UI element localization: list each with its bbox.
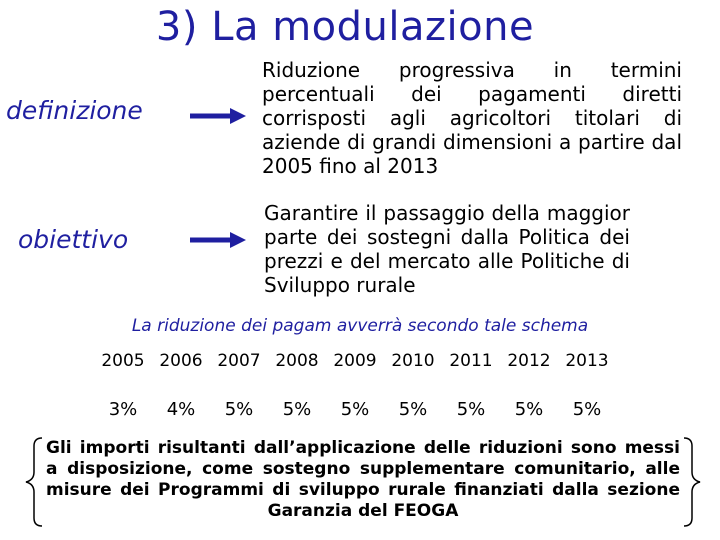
year-cell: 2012 [507, 351, 551, 371]
year-cell: 2006 [159, 351, 203, 371]
percentage-cell: 5% [282, 398, 312, 420]
definition-arrow-icon [190, 108, 246, 124]
objective-arrow-icon [190, 232, 246, 248]
percentage-cell: 4% [166, 398, 196, 420]
percentage-cell: 5% [456, 398, 486, 420]
years-row [94, 343, 616, 391]
page-title: 3) La modulazione [155, 4, 535, 50]
definition-text: Riduzione progressiva in termini percentuali dei pagamenti diretti corrisposti agli agricoltori titolari di aziende di grandi dimensioni a partire dal 2005 fino al 2013 [262, 58, 682, 178]
objective-text: Garantire il passaggio della maggior parte dei sostegni dalla Politica dei prezzi e del mercato alle Politiche di Sviluppo rurale [264, 201, 630, 297]
year-cell: 2013 [565, 351, 609, 371]
schema-intro: La riduzione dei pagam avverrà secondo tale schema [131, 316, 589, 336]
year-cell: 2005 [101, 351, 145, 371]
note-box [24, 434, 702, 530]
percentage-cell: 5% [224, 398, 254, 420]
year-cell: 2007 [217, 351, 261, 371]
percentage-cell: 5% [398, 398, 428, 420]
year-cell: 2011 [449, 351, 493, 371]
objective-term: obiettivo [18, 225, 129, 254]
percentages-row [94, 391, 616, 427]
percentage-cell: 5% [514, 398, 544, 420]
percentage-cell: 3% [108, 398, 138, 420]
definition-term: definizione [6, 96, 143, 125]
year-cell: 2010 [391, 351, 435, 371]
percentage-cell: 5% [340, 398, 370, 420]
year-cell: 2009 [333, 351, 377, 371]
percentage-cell: 5% [572, 398, 602, 420]
note-text: Gli importi risultanti dall’applicazione delle riduzioni sono messi a disposizione, come sostegno supplementare comunitario, alle misure dei Programmi di sviluppo rurale finanziati dalla sezione Garanzia del FEOGA [46, 438, 680, 521]
reduction-rates-table [94, 343, 616, 427]
year-cell: 2008 [275, 351, 319, 371]
